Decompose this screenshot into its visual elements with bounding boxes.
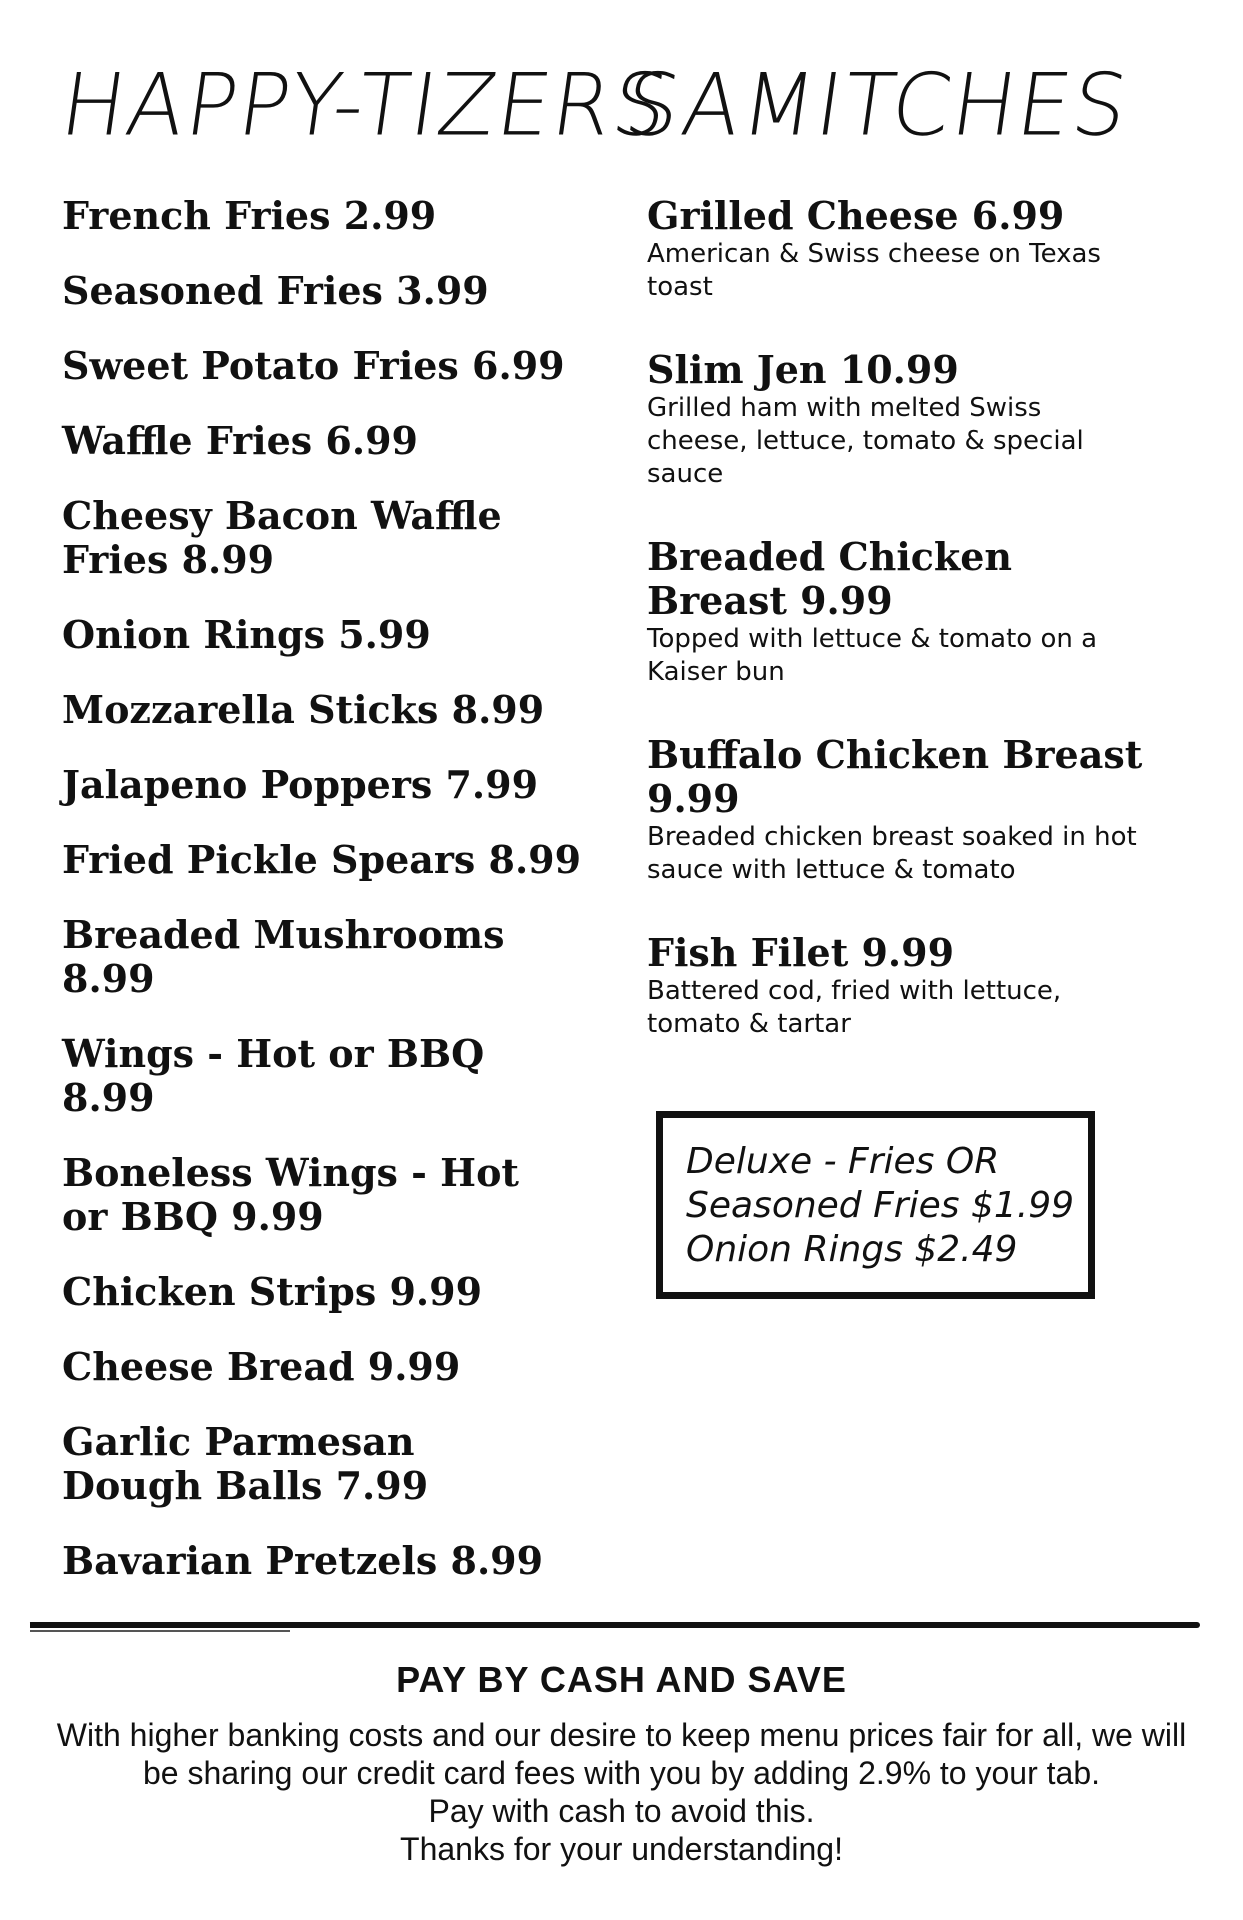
deluxe-line: Deluxe - Fries OR <box>686 1141 1000 1182</box>
appetizer-item: Bavarian Pretzels 8.99 <box>62 1538 544 1583</box>
notice-line: With higher banking costs and our desire to keep menu prices fair for all, we will <box>56 1717 1187 1753</box>
appetizer-item: French Fries 2.99 <box>62 193 437 238</box>
deluxe-seasoned-fries-price: Seasoned Fries $1.99 <box>686 1185 1075 1226</box>
notice-line: be sharing our credit card fees with you by adding 2.9% to your tab. <box>143 1755 1100 1791</box>
appetizers-list <box>62 194 582 1614</box>
appetizer-item: Seasoned Fries 3.99 <box>62 268 489 313</box>
brush-divider <box>30 1622 1200 1628</box>
sandwich-item <box>647 348 1147 491</box>
appetizer-item: Garlic Parmesan Dough Balls 7.99 <box>62 1419 429 1508</box>
appetizer-item: Onion Rings 5.99 <box>62 612 431 657</box>
appetizer-item: Waffle Fries 6.99 <box>62 418 418 463</box>
sandwich-description: Topped with lettuce & tomato on a Kaiser bun <box>647 624 1098 687</box>
appetizer-item: Breaded Mushrooms 8.99 <box>62 912 505 1001</box>
brush-divider-tail <box>30 1630 290 1632</box>
sandwich-name: Buffalo Chicken Breast 9.99 <box>647 732 1143 821</box>
cash-discount-notice <box>0 1658 1243 1868</box>
sandwiches-list <box>647 194 1147 1085</box>
sandwich-item <box>647 931 1147 1041</box>
appetizer-item: Sweet Potato Fries 6.99 <box>62 343 565 388</box>
notice-line: Pay with cash to avoid this. <box>428 1793 815 1829</box>
appetizer-item: Mozzarella Sticks 8.99 <box>62 687 545 732</box>
appetizer-item: Cheese Bread 9.99 <box>62 1344 461 1389</box>
sandwich-name: Breaded Chicken Breast 9.99 <box>647 534 1013 623</box>
sandwich-description: Battered cod, fried with lettuce, tomato & tartar <box>647 976 1062 1039</box>
notice-line: Thanks for your understanding! <box>400 1831 843 1867</box>
appetizer-item: Fried Pickle Spears 8.99 <box>62 837 582 882</box>
sandwich-item <box>647 535 1147 689</box>
happy-tizers-heading: HAPPY-TIZERS <box>54 55 676 156</box>
sandwich-description: Breaded chicken breast soaked in hot sauce with lettuce & tomato <box>647 822 1137 885</box>
sandwich-name: Slim Jen 10.99 <box>647 347 959 392</box>
notice-title: PAY BY CASH AND SAVE <box>396 1659 847 1700</box>
sandwich-item <box>647 733 1147 887</box>
appetizer-item: Chicken Strips 9.99 <box>62 1269 483 1314</box>
sandwich-description: American & Swiss cheese on Texas toast <box>647 239 1101 302</box>
deluxe-onion-rings-price: Onion Rings $2.49 <box>686 1229 1018 1270</box>
sandwich-name: Grilled Cheese 6.99 <box>647 193 1065 238</box>
appetizer-item: Cheesy Bacon Waffle Fries 8.99 <box>62 493 502 582</box>
sandwich-description: Grilled ham with melted Swiss cheese, lettuce, tomato & special sauce <box>647 393 1084 489</box>
appetizer-item: Jalapeno Poppers 7.99 <box>62 762 539 807</box>
appetizer-item: Wings - Hot or BBQ 8.99 <box>62 1031 485 1120</box>
sandwich-item <box>647 194 1147 304</box>
appetizer-item: Boneless Wings - Hot or BBQ 9.99 <box>62 1150 519 1239</box>
deluxe-upgrade-box <box>656 1111 1095 1299</box>
sandwich-name: Fish Filet 9.99 <box>647 930 955 975</box>
samitches-heading: SAMITCHES <box>618 55 1136 156</box>
